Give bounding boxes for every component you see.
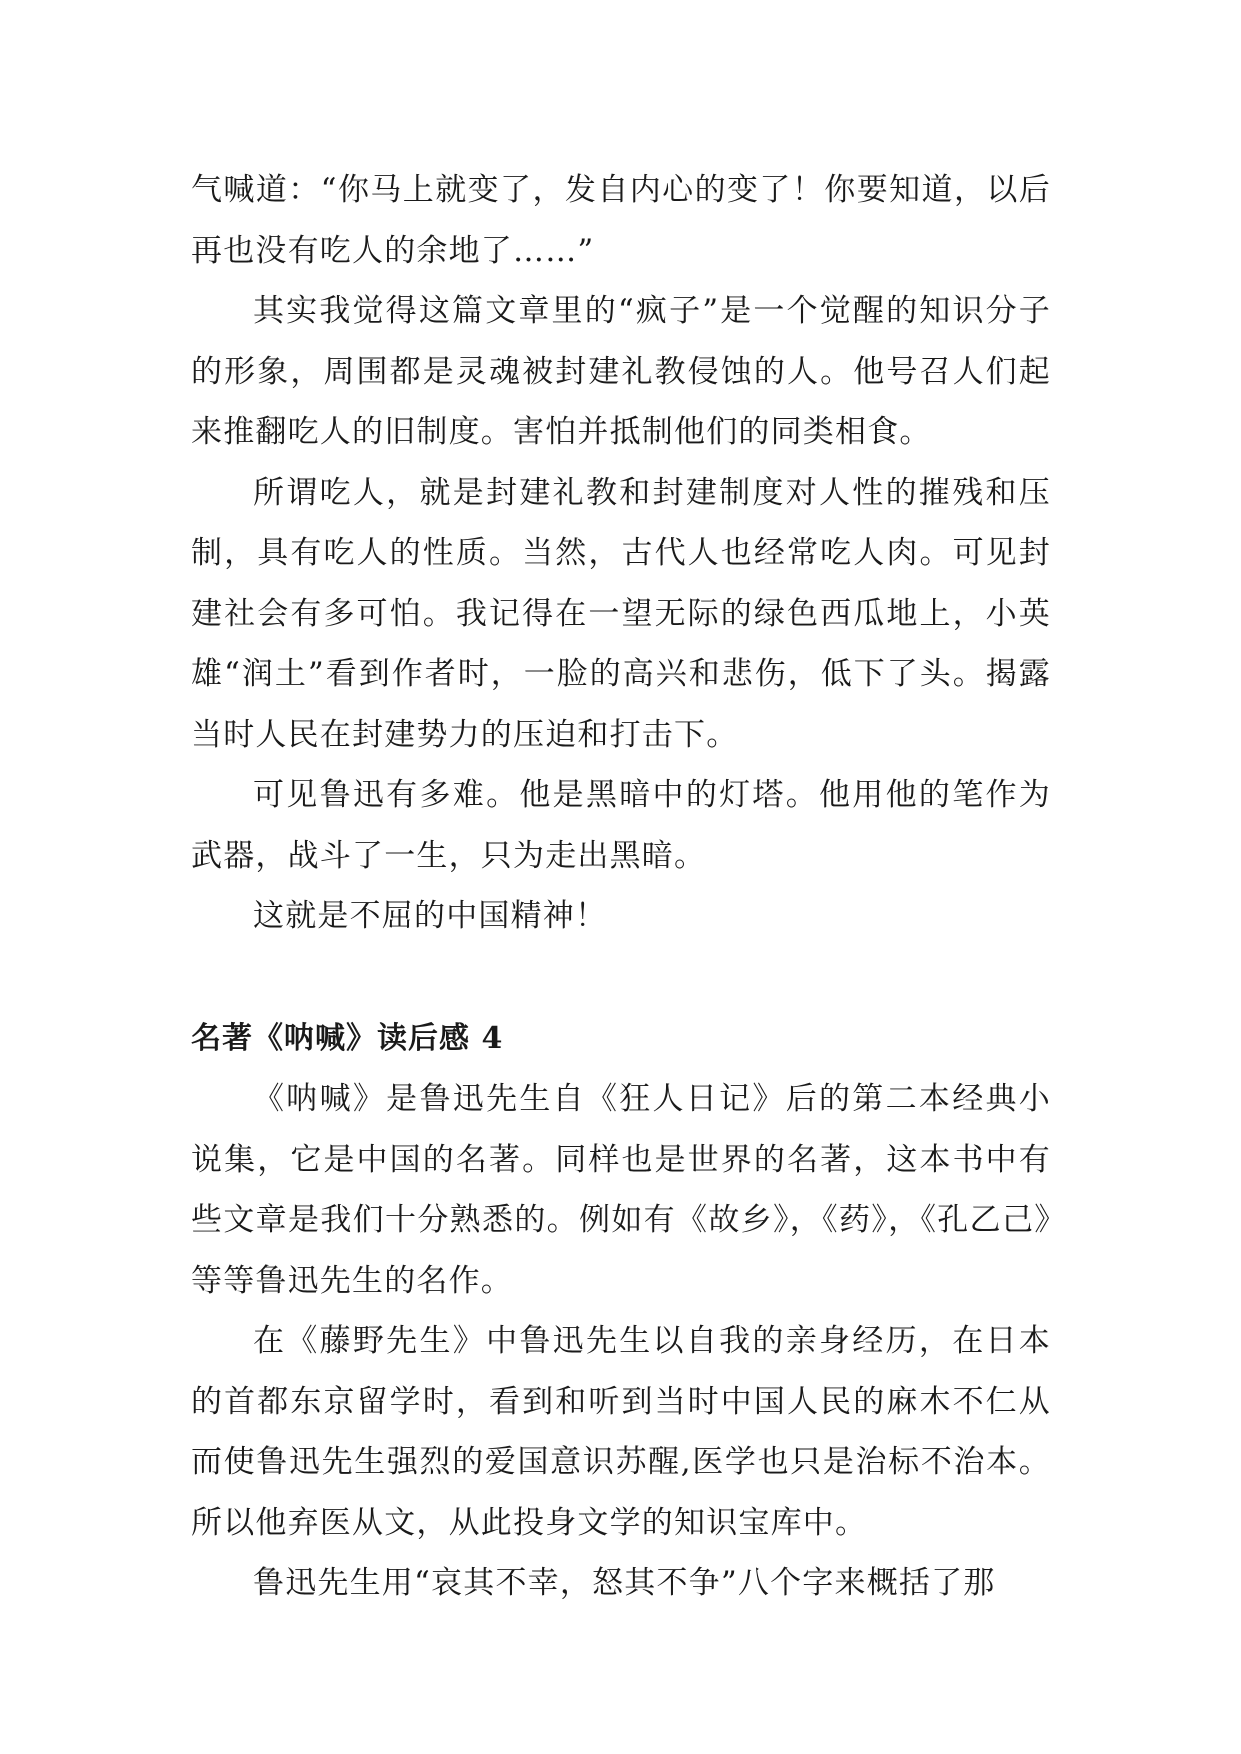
section-title: 名著《呐喊》读后感 4 xyxy=(191,1020,504,1056)
paragraph-fujino: 在《藤野先生》中鲁迅先生以自我的亲身经历，在日本的首都东京留学时，看到和听到当时中国人民的麻木不仁从而使鲁迅先生强烈的爱国意识苏醒,医学也只是治标不治本。所以他弃医从文，从此投身文学的知识宝库中。 xyxy=(191,1323,1051,1541)
paragraph-lighthouse: 可见鲁迅有多难。他是黑暗中的灯塔。他用他的笔作为武器，战斗了一生，只为走出黑暗。 xyxy=(191,777,1051,874)
paragraph-summary-start: 鲁迅先生用“哀其不幸，怒其不争”八个字来概括了那 xyxy=(253,1565,996,1601)
paragraph-continuation: 气喊道：“你马上就变了，发自内心的变了！你要知道，以后再也没有吃人的余地了……” xyxy=(191,172,1051,269)
paragraph-intro-nahan: 《呐喊》是鲁迅先生自《狂人日记》后的第二本经典小说集，它是中国的名著。同样也是世界的名著，这本书中有些文章是我们十分熟悉的。例如有《故乡》，《药》，《孔乙己》等等鲁迅先生的名作。 xyxy=(191,1081,1051,1299)
paragraph-cannibalism: 所谓吃人，就是封建礼教和封建制度对人性的摧残和压制，具有吃人的性质。当然，古代人也经常吃人肉。可见封建社会有多可怕。我记得在一望无际的绿色西瓜地上，小英雄“润土”看到作者时，一脸的高兴和悲伤，低下了头。揭露当时人民在封建势力的压迫和打击下。 xyxy=(191,474,1051,753)
paragraph-spirit: 这就是不屈的中国精神！ xyxy=(253,898,608,934)
document-body xyxy=(191,160,1051,1614)
section-spacer xyxy=(191,947,1051,1009)
paragraph-madman-image: 其实我觉得这篇文章里的“疯子”是一个觉醒的知识分子的形象，周围都是灵魂被封建礼教侵蚀的人。他号召人们起来推翻吃人的旧制度。害怕并抵制他们的同类相食。 xyxy=(191,293,1051,450)
